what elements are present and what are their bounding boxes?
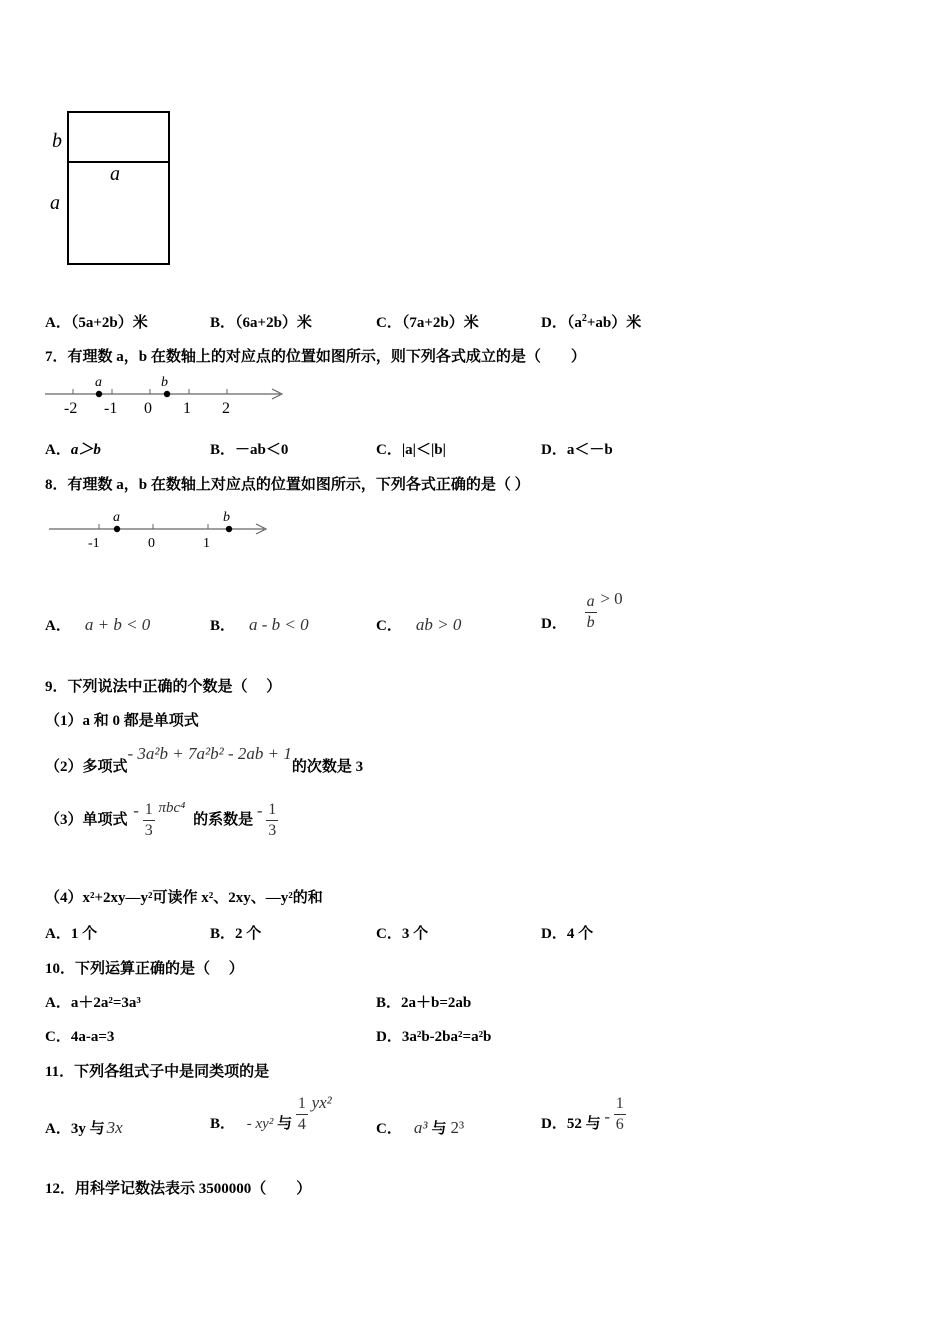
outer-rectangle [68, 112, 169, 264]
label-point-b: b [223, 510, 230, 525]
q7-stem: 7．有理数 a，b 在数轴上的对应点的位置如图所示，则下列各式成立的是（ ） [45, 349, 586, 365]
q8-option-c: C． ab > 0 [376, 615, 462, 634]
q9-statement-3: （3）单项式 - $\frac{1}{3}$ πbc⁴ 的系数是 - $\frac{1}{3}$ [45, 799, 277, 839]
tick-label: -2 [64, 400, 78, 417]
fraction-coefficient-1-3: $\frac{1}{3}$ [268, 801, 277, 839]
tick-label: 0 [148, 536, 155, 551]
label-point-a: a [113, 510, 120, 525]
q10-option-d: D．3a²b-2ba²=a²b [376, 1029, 492, 1045]
q11-stem: 11．下列各组式子中是同类项的是 [45, 1064, 270, 1080]
tick-label: 1 [183, 400, 191, 417]
fraction-1-3: $\frac{1}{3}$ [144, 801, 153, 839]
q10-stem: 10．下列运算正确的是（ ） [45, 961, 244, 977]
q7-option-a: A．a＞b [45, 442, 101, 458]
point-a [114, 526, 120, 532]
tick-label: 1 [203, 536, 210, 551]
q8-number-line [44, 506, 274, 552]
q7-option-c: C．|a|＜|b| [376, 442, 446, 458]
label-a-top: a [110, 163, 120, 185]
q6-option-a: A．（5a+2b）米 [45, 315, 148, 331]
q7-option-b: B．－ab＜0 [210, 442, 289, 458]
fraction-1-4: $\frac{1}{4}$ [297, 1095, 306, 1133]
q6-option-b: B．（6a+2b）米 [210, 315, 312, 331]
label-a-side: a [50, 192, 60, 214]
point-b [164, 391, 170, 397]
q9-stem: 9．下列说法中正确的个数是（ ） [45, 679, 282, 695]
q7-option-d: D．a＜－b [541, 442, 613, 458]
q8-stem: 8．有理数 a，b 在数轴上对应点的位置如图所示，下列各式正确的是（ ） [45, 477, 530, 493]
label-b: b [52, 130, 62, 152]
q11-option-a: A．3y 与 3x [45, 1118, 123, 1137]
q9-option-b: B．2 个 [210, 926, 262, 942]
q9-statement-2: （2）多项式- 3a²b + 7a²b² - 2ab + 1的次数是 3 [45, 744, 364, 775]
q6-option-c: C．（7a+2b）米 [376, 315, 479, 331]
q11-option-d: D．52 与 - $\frac{1}{6}$ [541, 1095, 624, 1133]
q11-option-c: C． a³ 与 2³ [376, 1118, 465, 1137]
tick-label: 2 [222, 400, 230, 417]
q8-option-b: B． a - b < 0 [210, 615, 309, 634]
q10-option-b: B．2a＋b=2ab [376, 995, 472, 1011]
label-point-a: a [95, 375, 102, 390]
fraction-1-6: $\frac{1}{6}$ [615, 1095, 624, 1133]
q9-statement-4: （4）x²+2xy—y²可读作 x²、2xy、—y²的和 [45, 890, 323, 906]
q10-option-c: C．4a-a=3 [45, 1029, 115, 1045]
q7-number-line [40, 372, 290, 418]
q12-stem: 12．用科学记数法表示 3500000（ ） [45, 1181, 312, 1197]
q8-option-d: D． $\frac{a}{b}$ > 0 [541, 588, 623, 632]
q10-option-a: A．a＋2a²=3a³ [45, 995, 141, 1011]
q9-statement-1: （1）a 和 0 都是单项式 [45, 713, 199, 729]
q11-option-b: B． - xy² 与 $\frac{1}{4}$ yx² [210, 1092, 332, 1133]
q8-option-a: A． a + b < 0 [45, 615, 151, 634]
q9-option-a: A．1 个 [45, 926, 98, 942]
fraction-a-over-b: $\frac{a}{b}$ [586, 593, 595, 631]
tick-label: -1 [88, 536, 100, 551]
point-a [96, 391, 102, 397]
tick-label: 0 [144, 400, 152, 417]
rectangle-figure [40, 100, 190, 275]
q9-option-c: C．3 个 [376, 926, 429, 942]
tick-label: -1 [104, 400, 118, 417]
label-point-b: b [161, 375, 168, 390]
point-b [226, 526, 232, 532]
q9-option-d: D．4 个 [541, 926, 594, 942]
q6-option-d: D．$(a^2+ab)$米 [541, 313, 642, 331]
